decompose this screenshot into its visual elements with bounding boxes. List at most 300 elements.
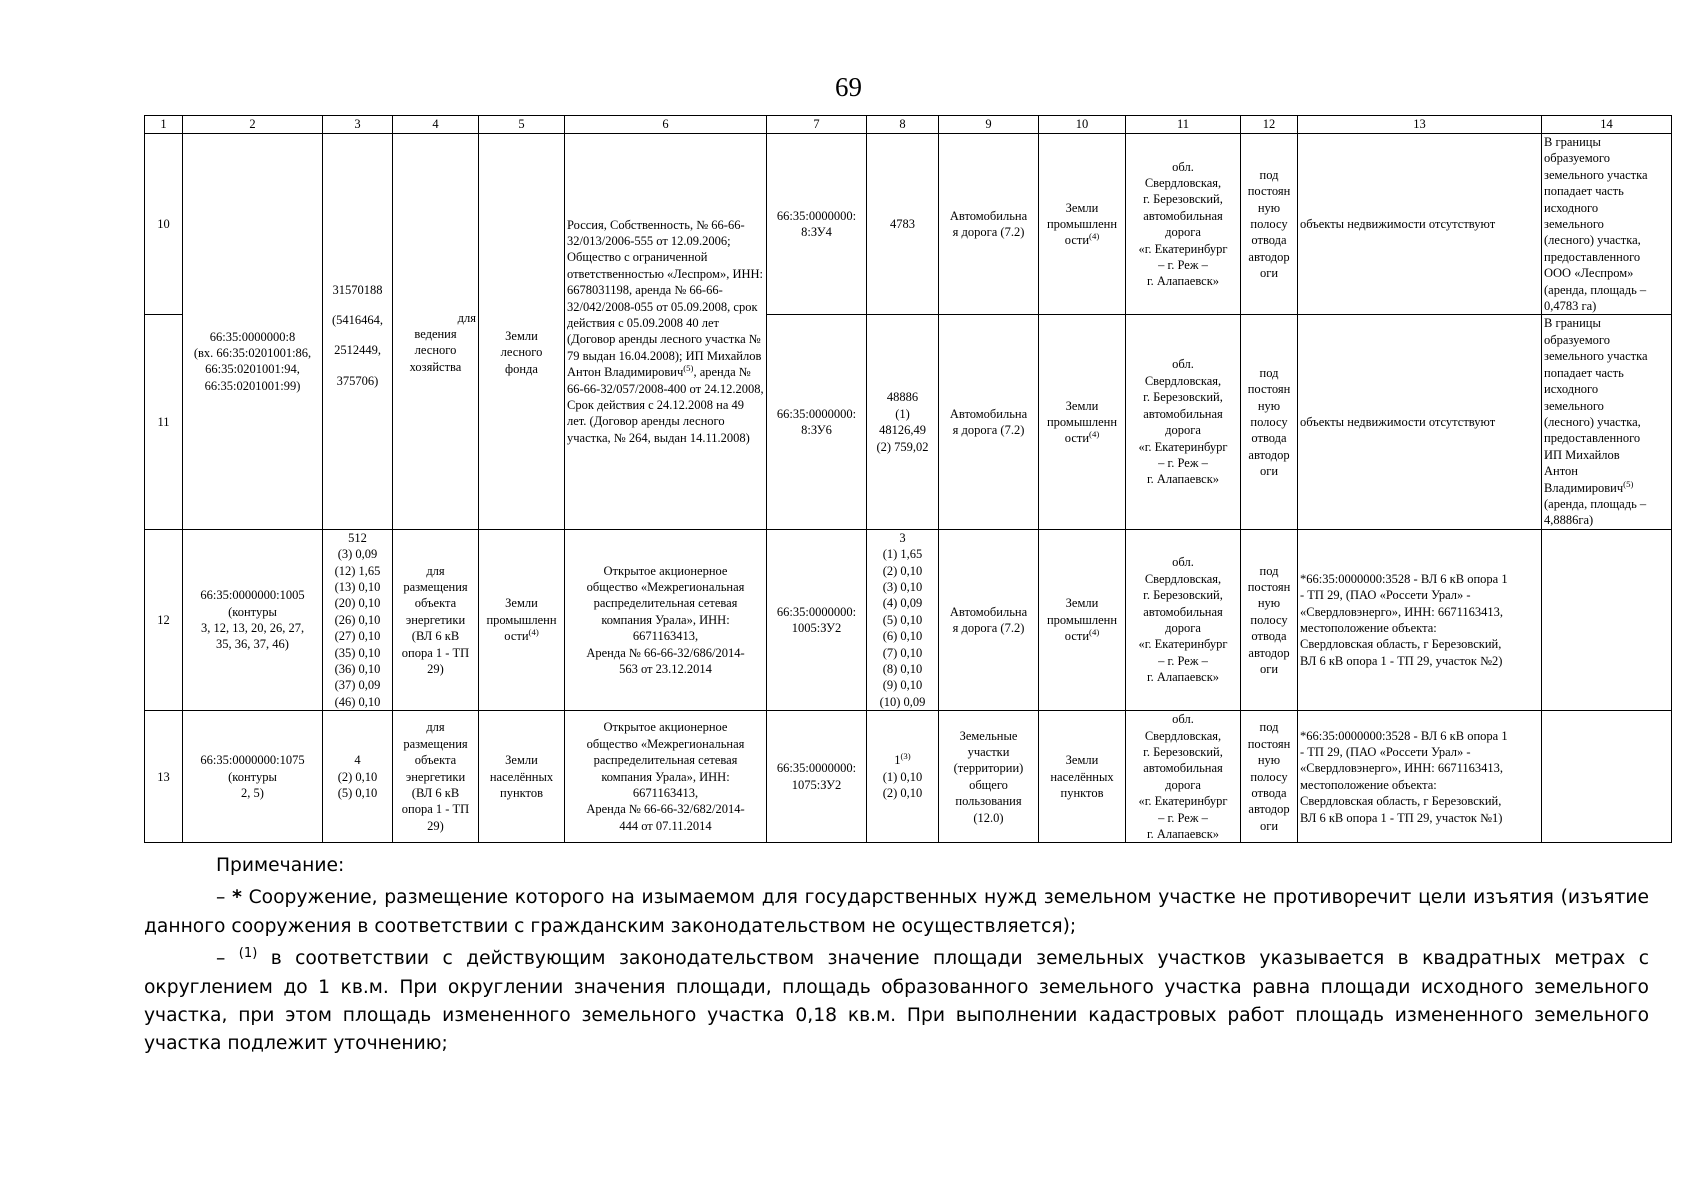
- note-text: Сооружение, размещение которого на изымаемом для государственных нужд земельном участке не противоречит цели изъятия (изъятие данного сооружения в соответствии с гражданским законодательством не осуществляется);: [144, 887, 1649, 937]
- rights-text-part: , аренда № 66-66-32/057/2008-400 от 24.12.2008, Срок действия с 24.12.2008 на 49 лет. (Договор аренды лесного участка, № 264, выдан 14.11.2008): [567, 365, 764, 445]
- cell-line: 2, 5): [241, 786, 264, 801]
- column-header: 1: [145, 116, 183, 134]
- cell-line: 66:35:0000000:: [776, 604, 857, 619]
- cell-line: полосу: [1250, 217, 1288, 232]
- cell-line: образуемого: [1544, 151, 1610, 166]
- column-header: 4: [393, 116, 479, 134]
- cell-line: ную: [1257, 398, 1281, 413]
- cell-line: полосу: [1250, 414, 1288, 429]
- cell-line: Свердловская,: [1144, 571, 1222, 586]
- table-row-12: [145, 529, 1672, 710]
- notes-section: [144, 852, 1649, 1059]
- cell-line: постоян: [1247, 184, 1291, 199]
- cell-line: 66:35:0000000:1005: [200, 588, 305, 603]
- footnote-mark: (3): [900, 751, 911, 762]
- cell-text: ости: [504, 629, 529, 644]
- cell-line: – г. Реж –: [1158, 258, 1208, 273]
- cell-line: 6671163413,: [632, 629, 699, 644]
- cell-line: (7) 0,10: [882, 645, 923, 660]
- cell-line: г. Алапаевск»: [1146, 827, 1220, 842]
- cell-line: объекта: [414, 753, 457, 768]
- cell-line: – г. Реж –: [1158, 653, 1208, 668]
- permitted-use-cell: [393, 529, 479, 710]
- rights-encumbrances-cell: [565, 134, 767, 530]
- cell-line: – г. Реж –: [1158, 455, 1208, 470]
- table-row-10: [145, 134, 1672, 315]
- cell-line: В границы: [1544, 135, 1601, 149]
- cell-line: 375706): [336, 373, 379, 388]
- cell-line: В границы: [1544, 316, 1601, 331]
- cell-line: земельного участка: [1544, 349, 1648, 364]
- cell-line: обл.: [1172, 712, 1194, 727]
- cell-line: образуемого: [1544, 332, 1610, 347]
- cell-line: 8:ЗУ6: [801, 423, 832, 438]
- cell-line: дорога: [1165, 225, 1201, 240]
- cell-line: исходного: [1544, 382, 1599, 397]
- cell-line: размещения: [403, 736, 468, 751]
- cell-line: земельного: [1544, 398, 1604, 413]
- cell-line: Земли: [505, 753, 538, 768]
- cell-line: Земли: [505, 596, 538, 611]
- cell-line: (2) 759,02: [876, 439, 929, 454]
- cell-line: размещения: [403, 579, 468, 594]
- new-category-cell: [1039, 134, 1126, 315]
- row-number: 12: [145, 529, 183, 710]
- column-header: 11: [1126, 116, 1241, 134]
- column-header: 13: [1298, 116, 1542, 134]
- new-use-cell: [939, 529, 1039, 710]
- cell-line: пунктов: [500, 786, 543, 801]
- cell-line: полосу: [1250, 612, 1288, 627]
- purpose-cell: [1241, 529, 1298, 710]
- cell-line: (13) 0,10: [334, 579, 381, 594]
- remarks-cell: [1542, 711, 1672, 843]
- cell-line: «г. Екатеринбург: [1138, 637, 1228, 652]
- rights-text-part: Россия, Собственность, № 66-66-32/013/2006-555 от 12.09.2006; Общество с ограниченной ответственностью «Леспром», ИНН: 6678031198, аренда № 66-66-32/042/2008-055 от 05.09.2008, срок действия с 05.09.2008 40 лет (Договор аренды лесного участка № 79 выдан 16.04.2008); ИП Михайлов Антон Владимирович: [567, 217, 764, 380]
- cell-line: 4,8886га): [1544, 513, 1594, 528]
- cell-line: [1041, 430, 1123, 446]
- footnote-mark: (1): [238, 945, 258, 961]
- permitted-use-cell: [393, 134, 479, 530]
- cell-text: ости: [1064, 431, 1090, 446]
- cell-line: (10) 0,09: [879, 694, 926, 709]
- cell-line: [1041, 628, 1123, 644]
- cell-line: г. Березовский,: [1143, 390, 1223, 405]
- cell-line: (аренда, площадь –: [1544, 496, 1647, 511]
- footnote-mark: (4): [528, 627, 539, 638]
- column-header: 6: [565, 116, 767, 134]
- new-category-cell: [1039, 529, 1126, 710]
- row-number: 11: [145, 315, 183, 529]
- note-item: [144, 945, 1649, 1059]
- cell-line: местоположение объекта:: [1300, 620, 1437, 635]
- column-header: 3: [323, 116, 393, 134]
- cell-line: промышленн: [1046, 217, 1118, 232]
- cell-line: ВЛ 6 кВ опора 1 - ТП 29, участок №2): [1300, 653, 1503, 668]
- cell-line: (2) 0,10: [882, 563, 923, 578]
- cell-line: (контуры: [228, 769, 277, 784]
- row-number: 10: [145, 134, 183, 315]
- cell-line: «Свердловэнерго», ИНН: 6671163413,: [1300, 761, 1504, 776]
- location-cell: [1126, 134, 1241, 315]
- cell-line: промышленн: [486, 612, 557, 627]
- cell-line: постоян: [1247, 579, 1291, 594]
- cell-line: (37) 0,09: [334, 678, 381, 693]
- cell-line: Свердловская область, г Березовский,: [1300, 637, 1502, 652]
- cell-line: (27) 0,10: [334, 629, 381, 644]
- cell-line: 29): [427, 662, 444, 676]
- cell-line: [869, 752, 936, 768]
- cell-line: - ТП 29, (ПАО «Россети Урал» -: [1300, 745, 1471, 760]
- cell-line: под: [1259, 167, 1279, 182]
- cell-text: 1: [894, 753, 901, 768]
- cell-line: (аренда, площадь –: [1544, 282, 1647, 297]
- cell-line: г. Алапаевск»: [1146, 274, 1220, 289]
- cell-line: предоставленного: [1544, 249, 1641, 264]
- cell-line: ную: [1257, 200, 1281, 215]
- cell-line: объекта: [414, 596, 457, 611]
- cell-line: ведения: [414, 326, 457, 341]
- cell-line: (20) 0,10: [334, 596, 381, 611]
- cell-line: земельного участка: [1544, 167, 1648, 182]
- cell-line: 563 от 23.12.2014: [619, 662, 712, 676]
- real-estate-objects-cell: [1298, 711, 1542, 843]
- cell-line: опора 1 - ТП: [401, 802, 470, 817]
- cell-line: (46) 0,10: [334, 694, 381, 709]
- page-number: 69: [835, 72, 862, 102]
- header-row: [145, 116, 1672, 134]
- cell-line: Земельные: [959, 728, 1018, 743]
- cell-line: постоян: [1247, 736, 1291, 751]
- dash-mark: –: [216, 887, 233, 909]
- cell-line: энергетики: [405, 612, 466, 627]
- note-item: [144, 884, 1649, 941]
- cell-line: хозяйства: [409, 359, 462, 374]
- cell-line: [1041, 232, 1123, 248]
- rights-text: [567, 217, 764, 447]
- cell-line: ВЛ 6 кВ опора 1 - ТП 29, участок №1): [1300, 810, 1503, 825]
- land-category-cell: [479, 134, 565, 530]
- cell-line: автодор: [1248, 645, 1290, 660]
- cell-line: (12) 1,65: [334, 563, 381, 578]
- new-use-cell: [939, 315, 1039, 529]
- cell-line: г. Березовский,: [1143, 588, 1223, 603]
- cell-line: автомобильная: [1143, 406, 1223, 421]
- cell-line: (2) 0,10: [882, 786, 923, 801]
- cell-line: для: [426, 563, 445, 578]
- purpose-cell: [1241, 711, 1298, 843]
- cell-line: 31570188: [332, 282, 383, 297]
- land-parcels-table: [144, 115, 1672, 843]
- cell-line: пользования: [955, 794, 1022, 809]
- cell-line: исходного: [1544, 200, 1599, 215]
- cadastral-number-cell: [183, 529, 323, 710]
- new-category-cell: [1039, 315, 1126, 529]
- cell-line: общество «Межрегиональная: [586, 579, 745, 594]
- rights-encumbrances-cell: [565, 529, 767, 710]
- area-cell: [323, 711, 393, 843]
- new-parcel-number-cell: [767, 529, 867, 710]
- column-header: 12: [1241, 116, 1298, 134]
- cell-line: энергетики: [405, 769, 466, 784]
- cell-line: Земли: [505, 328, 538, 343]
- column-header: 10: [1039, 116, 1126, 134]
- cell-line: (1) 1,65: [882, 547, 923, 562]
- cell-line: г. Алапаевск»: [1146, 472, 1220, 487]
- cell-line: автодор: [1248, 249, 1290, 264]
- cell-line: я дорога (7.2): [952, 423, 1025, 438]
- cell-line: распределительная сетевая: [593, 753, 738, 768]
- purpose-cell: [1241, 134, 1298, 315]
- cell-line: (ВЛ 6 кВ: [411, 786, 460, 801]
- cell-line: общество «Межрегиональная: [586, 736, 745, 751]
- cell-line: общего: [969, 777, 1008, 792]
- cell-line: Аренда № 66-66-32/682/2014-: [586, 802, 745, 817]
- cell-line: г. Березовский,: [1143, 192, 1223, 207]
- column-header: 9: [939, 116, 1039, 134]
- cell-line: (5416464,: [331, 312, 384, 327]
- cell-line: 66:35:0201001:94,: [205, 362, 300, 377]
- cell-line: Автомобильна: [949, 604, 1028, 619]
- cell-line: 444 от 07.11.2014: [619, 818, 712, 833]
- cell-line: 35, 36, 37, 46): [216, 637, 289, 652]
- cell-line: населённых: [1050, 769, 1114, 784]
- cell-line: обл.: [1172, 159, 1194, 174]
- cell-line: 66:35:0000000:: [776, 208, 857, 223]
- cell-line: Земли: [1065, 398, 1099, 413]
- cell-line: дорога: [1165, 777, 1201, 792]
- cell-line: (1) 0,10: [882, 769, 923, 784]
- cell-line: ИП Михайлов: [1544, 447, 1620, 462]
- new-parcel-number-cell: [767, 315, 867, 529]
- cadastral-number-cell: [183, 711, 323, 843]
- cell-line: Антон: [1544, 464, 1578, 479]
- cell-line: автодор: [1248, 447, 1290, 462]
- area-cell: [323, 134, 393, 530]
- cell-line: Аренда № 66-66-32/686/2014-: [586, 645, 745, 660]
- footnote-mark: (4): [1089, 231, 1100, 242]
- cell-line: Открытое акционерное: [603, 720, 728, 735]
- cell-line: ООО «Леспром»: [1544, 266, 1634, 281]
- notes-title: Примечание:: [216, 855, 345, 876]
- cell-line: *66:35:0000000:3528 - ВЛ 6 кВ опора 1: [1300, 728, 1508, 743]
- footnote-mark: (5): [1623, 478, 1634, 489]
- cell-line: попадает часть: [1544, 184, 1624, 199]
- cell-line: Открытое акционерное: [603, 563, 728, 578]
- cell-line: под: [1259, 365, 1279, 380]
- column-header: 14: [1542, 116, 1672, 134]
- cell-line: отвода: [1251, 431, 1287, 446]
- column-header: 7: [767, 116, 867, 134]
- cell-line: «Свердловэнерго», ИНН: 6671163413,: [1300, 604, 1504, 619]
- cell-line: оги: [1259, 662, 1279, 676]
- new-category-cell: [1039, 711, 1126, 843]
- cell-line: 29): [427, 818, 444, 833]
- cell-line: ную: [1257, 596, 1281, 611]
- new-area-cell: [867, 529, 939, 710]
- cell-line: автомобильная: [1143, 208, 1223, 223]
- cell-line: Свердловская область, г Березовский,: [1300, 794, 1502, 809]
- remarks-cell: [1542, 134, 1672, 315]
- real-estate-objects-cell: [1298, 529, 1542, 710]
- location-cell: [1126, 529, 1241, 710]
- cell-line: предоставленного: [1544, 431, 1641, 446]
- cell-line: *66:35:0000000:3528 - ВЛ 6 кВ опора 1: [1300, 571, 1508, 586]
- cell-line: 48886: [886, 390, 919, 405]
- cell-line: (лесного) участка,: [1544, 414, 1641, 429]
- row-number: 13: [145, 711, 183, 843]
- asterisk-mark: *: [232, 887, 242, 909]
- cell-line: отвода: [1251, 629, 1287, 644]
- cell-line: местоположение объекта:: [1300, 777, 1437, 792]
- cell-line: обл.: [1172, 357, 1194, 372]
- column-header: 2: [183, 116, 323, 134]
- cell-line: (5) 0,10: [882, 612, 923, 627]
- cell-line: (3) 0,09: [337, 547, 378, 562]
- cell-line: я дорога (7.2): [952, 225, 1025, 240]
- cell-line: (ВЛ 6 кВ: [411, 629, 460, 644]
- cell-line: лесного: [500, 345, 543, 360]
- cell-line: [481, 628, 562, 644]
- cell-line: Земли: [1065, 200, 1099, 215]
- permitted-use-cell: [393, 711, 479, 843]
- cell-line: (вх. 66:35:0201001:86,: [193, 345, 312, 360]
- cell-line: дорога: [1165, 423, 1201, 438]
- cell-line: опора 1 - ТП: [401, 645, 470, 660]
- table-row-13: [145, 711, 1672, 843]
- cell-line: промышленн: [1046, 612, 1118, 627]
- cell-text: Владимирович: [1544, 480, 1624, 495]
- new-use-cell: [939, 711, 1039, 843]
- cell-line: отвода: [1251, 786, 1287, 801]
- cell-line: (35) 0,10: [334, 645, 381, 660]
- cell-line: 8:ЗУ4: [801, 225, 832, 240]
- cell-line: Земли: [1065, 596, 1099, 611]
- cell-line: пунктов: [1060, 786, 1104, 801]
- cell-line: 0,4783 га): [1544, 299, 1597, 314]
- cell-line: (3) 0,10: [882, 579, 923, 594]
- cell-line: г. Алапаевск»: [1146, 670, 1220, 685]
- footnote-mark: (5): [683, 363, 694, 374]
- cell-line: для: [426, 720, 445, 735]
- cell-line: (6) 0,10: [882, 629, 923, 644]
- cell-line: (36) 0,10: [334, 662, 381, 676]
- cell-line: (9) 0,10: [882, 678, 923, 693]
- real-estate-objects-cell: объекты недвижимости отсутствуют: [1298, 134, 1542, 315]
- cell-line: 6671163413,: [632, 786, 699, 801]
- cell-line: попадает часть: [1544, 365, 1624, 380]
- cell-line: – г. Реж –: [1158, 810, 1208, 825]
- cell-line: (26) 0,10: [334, 612, 381, 627]
- cell-line: (2) 0,10: [337, 769, 378, 784]
- cell-line: 1005:ЗУ2: [791, 620, 842, 635]
- cell-line: 66:35:0000000:: [776, 406, 857, 421]
- cell-line: оги: [1259, 266, 1279, 281]
- cell-line: автомобильная: [1143, 761, 1223, 776]
- land-category-cell: [479, 711, 565, 843]
- cell-line: фонда: [505, 361, 538, 376]
- land-category-cell: [479, 529, 565, 710]
- column-header: 8: [867, 116, 939, 134]
- new-use-cell: [939, 134, 1039, 315]
- area-cell: [323, 529, 393, 710]
- cell-line: «г. Екатеринбург: [1138, 439, 1228, 454]
- cell-line: (4) 0,09: [882, 596, 923, 611]
- cell-line: для: [457, 310, 476, 325]
- cell-line: г. Березовский,: [1143, 745, 1223, 760]
- location-cell: [1126, 711, 1241, 843]
- cell-line: автомобильная: [1143, 604, 1223, 619]
- cell-line: 3: [899, 530, 906, 545]
- remarks-cell: [1542, 529, 1672, 710]
- cell-line: ную: [1257, 753, 1281, 768]
- cell-line: 512: [348, 530, 367, 545]
- cell-line: 66:35:0000000:1075: [200, 753, 305, 768]
- cell-line: 1075:ЗУ2: [791, 777, 842, 792]
- cadastral-number-cell: [183, 134, 323, 530]
- cell-line: (контуры: [228, 604, 277, 619]
- cell-line: компания Урала», ИНН:: [601, 612, 730, 627]
- new-area-cell: 4783: [867, 134, 939, 315]
- cell-line: полосу: [1250, 769, 1288, 784]
- location-cell: [1126, 315, 1241, 529]
- cell-line: под: [1259, 720, 1279, 735]
- cell-line: компания Урала», ИНН:: [601, 769, 730, 784]
- cell-line: лесного: [414, 343, 457, 358]
- cell-line: промышленн: [1046, 414, 1118, 429]
- purpose-cell: [1241, 315, 1298, 529]
- cell-line: обл.: [1172, 555, 1194, 570]
- cell-line: оги: [1259, 818, 1279, 833]
- new-area-cell: [867, 315, 939, 529]
- cell-line: (12.0): [973, 810, 1004, 825]
- cell-line: (8) 0,10: [882, 662, 923, 676]
- cell-line: земельного: [1544, 217, 1604, 232]
- cell-line: Свердловская,: [1144, 728, 1222, 743]
- cell-text: ости: [1064, 629, 1090, 644]
- cell-line: (1): [895, 406, 910, 421]
- rights-encumbrances-cell: [565, 711, 767, 843]
- cell-line: 4: [354, 753, 361, 768]
- column-header: 5: [479, 116, 565, 134]
- new-area-cell: [867, 711, 939, 843]
- footnote-mark: (4): [1089, 429, 1100, 440]
- cell-line: постоян: [1247, 382, 1291, 397]
- cell-line: [1544, 480, 1669, 496]
- cell-line: Автомобильна: [949, 406, 1028, 421]
- cell-line: оги: [1259, 464, 1279, 479]
- real-estate-objects-cell: объекты недвижимости отсутствуют: [1298, 315, 1542, 529]
- cell-line: Свердловская,: [1144, 373, 1222, 388]
- cell-line: Автомобильна: [949, 208, 1028, 223]
- cell-line: (лесного) участка,: [1544, 233, 1641, 248]
- cell-line: 66:35:0201001:99): [204, 378, 301, 393]
- cell-line: «г. Екатеринбург: [1138, 794, 1228, 809]
- cell-line: я дорога (7.2): [952, 620, 1025, 635]
- cell-line: 2512449,: [334, 343, 381, 358]
- cell-line: отвода: [1251, 233, 1287, 248]
- new-parcel-number-cell: [767, 134, 867, 315]
- cell-line: распределительная сетевая: [593, 596, 738, 611]
- remarks-cell: [1542, 315, 1672, 529]
- cell-line: населённых: [489, 769, 554, 784]
- cell-line: (5) 0,10: [337, 786, 378, 801]
- cell-line: 66:35:0000000:8: [209, 329, 296, 344]
- new-parcel-number-cell: [767, 711, 867, 843]
- cell-line: автодор: [1248, 802, 1290, 817]
- cell-line: 3, 12, 13, 20, 26, 27,: [200, 620, 305, 635]
- cell-line: 66:35:0000000:: [776, 761, 857, 776]
